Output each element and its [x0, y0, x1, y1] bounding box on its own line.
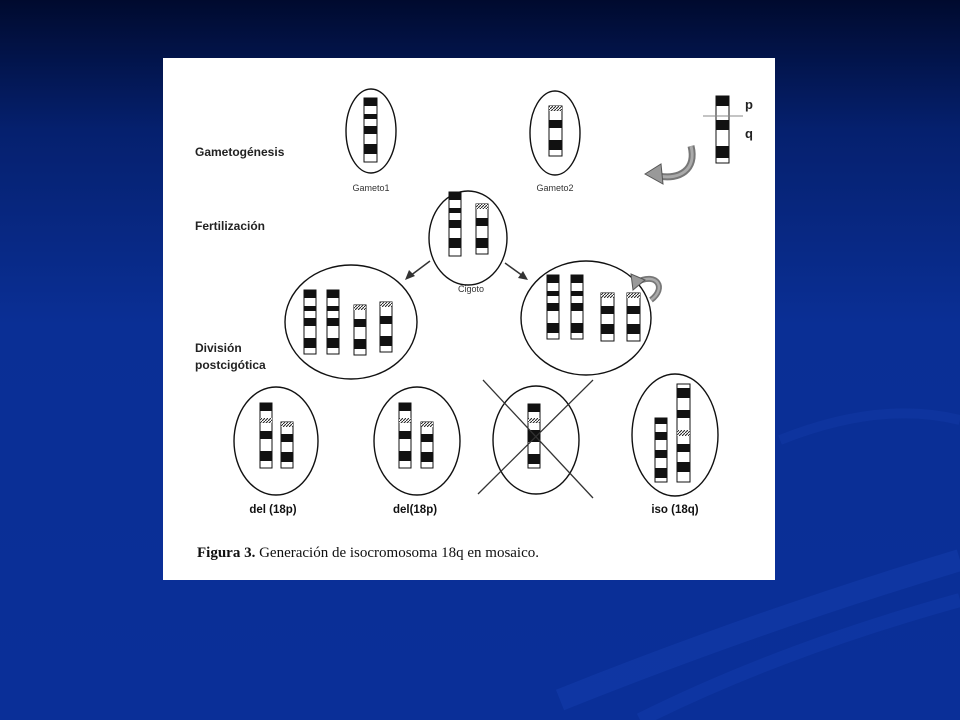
daughter-cell-left — [285, 265, 417, 379]
stage-label-division: División — [195, 341, 242, 355]
chromosome — [399, 403, 411, 468]
result-label-2: del(18p) — [392, 504, 438, 516]
stage-label-fertilization: Fertilización — [195, 219, 266, 233]
result-label-1: del (18p) — [249, 504, 297, 516]
caption-text: Generación de isocromosoma 18q en mosaico. — [255, 545, 540, 561]
pq-legend — [703, 96, 753, 163]
chromosome — [549, 106, 562, 156]
figure-panel — [163, 58, 775, 580]
chromosome — [627, 293, 640, 341]
zygote-cell — [429, 191, 507, 285]
arrow-left-icon — [405, 261, 430, 280]
result-label-3: iso (18q) — [651, 504, 699, 516]
figure-caption — [197, 545, 539, 561]
chromosome — [380, 302, 392, 352]
result-cell-iso18q — [632, 374, 718, 496]
cell-outline — [429, 191, 507, 285]
chromosome — [476, 204, 488, 254]
result-cell-del18p-1 — [234, 387, 318, 495]
cell-outline — [374, 387, 460, 495]
gamete1-label: Gameto1 — [352, 183, 390, 193]
chromosome — [547, 275, 559, 339]
rotation-arrow-icon — [645, 146, 692, 184]
chromosome — [601, 293, 614, 341]
gamete1-cell — [346, 89, 396, 173]
stage-label-postzygotic: postcigótica — [195, 358, 266, 372]
caption-label: Figura 3. — [197, 545, 256, 561]
gamete2-label: Gameto2 — [536, 183, 574, 193]
chromosome — [528, 404, 540, 468]
chromosome — [260, 403, 272, 468]
chromosome — [364, 98, 377, 162]
cell-outline — [234, 387, 318, 495]
chromosome — [304, 290, 316, 354]
arrow-right-icon — [505, 263, 528, 280]
stage-label-gametogenesis: Gametogénesis — [195, 145, 285, 159]
result-cell-nonviable — [478, 380, 593, 498]
chromosome — [327, 290, 339, 354]
arm-p-label: p — [745, 97, 753, 112]
chromosome — [655, 418, 667, 482]
background-swoosh-band — [780, 413, 960, 440]
result-cell-del18p-2 — [374, 387, 460, 495]
background-swoosh-band — [640, 600, 960, 720]
chromosome-diagram — [163, 58, 775, 580]
zygote-label: Cigoto — [457, 284, 485, 294]
chromosome — [281, 422, 293, 468]
arm-q-label: q — [745, 126, 753, 141]
chromosome — [571, 275, 583, 339]
background-swoosh-band — [560, 560, 960, 700]
cell-outline — [632, 374, 718, 496]
chromosome — [354, 305, 366, 355]
gamete2-cell — [530, 91, 580, 175]
isochromosome — [677, 384, 690, 482]
chromosome — [421, 422, 433, 468]
chromosome — [449, 192, 461, 256]
